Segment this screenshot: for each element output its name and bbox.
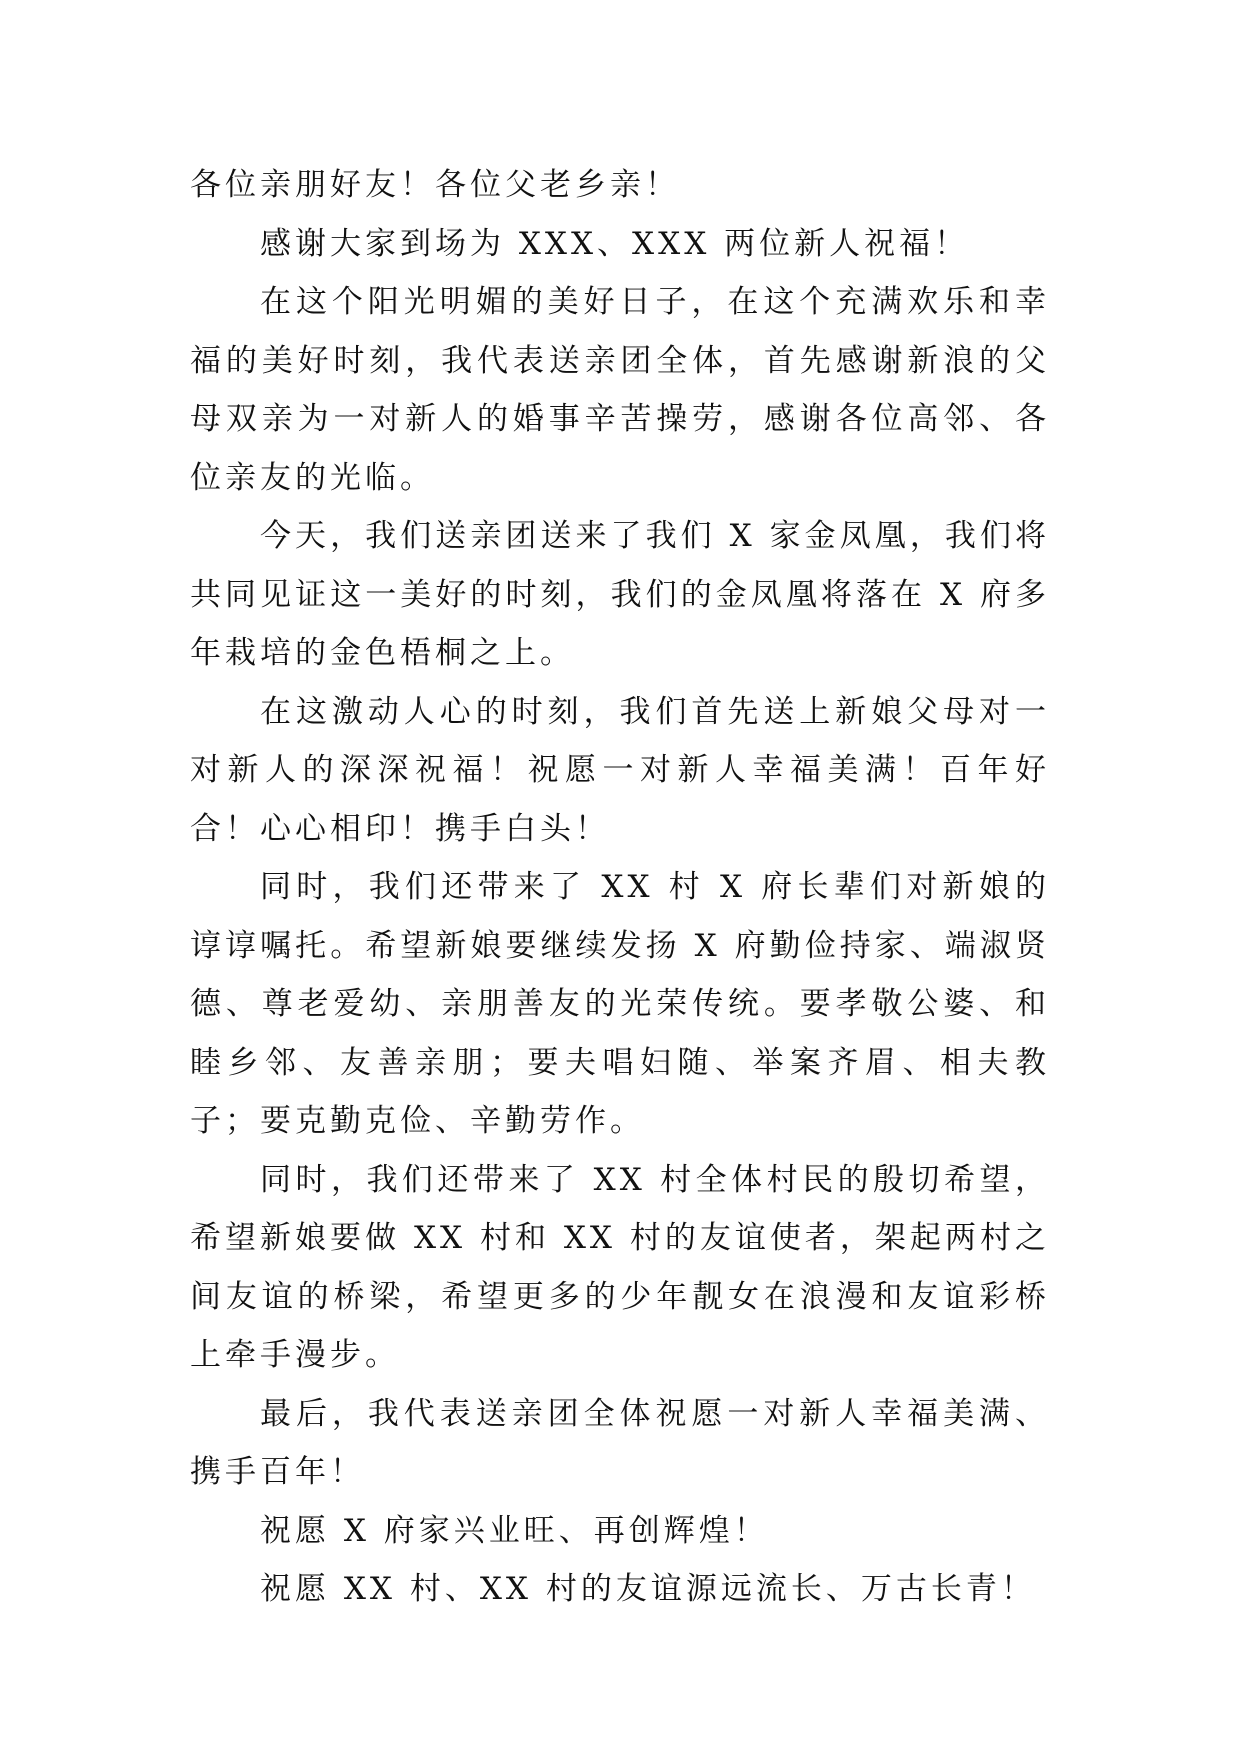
paragraph-elders-advice: 同时，我们还带来了 XX 村 X 府长辈们对新娘的谆谆嘱托。希望新娘要继续发扬 X 府勤俭持家、端淑贤德、尊老爱幼、亲朋善友的光荣传统。要孝敬公婆、和睦乡邻、友善亲朋；要夫唱妇随、举案齐眉、相夫教子；要克勤克俭、辛勤劳作。 xyxy=(190,869,1050,1139)
paragraph-parents-blessing: 在这激动人心的时刻，我们首先送上新娘父母对一对新人的深深祝福！祝愿一对新人幸福美满！百年好合！心心相印！携手白头！ xyxy=(190,693,1050,847)
paragraph-village-hopes: 同时，我们还带来了 XX 村全体村民的殷切希望，希望新娘要做 XX 村和 XX 村的友谊使者，架起两村之间友谊的桥梁，希望更多的少年靓女在浪漫和友谊彩桥上牵手漫步。 xyxy=(190,1161,1050,1373)
paragraph-greeting: 各位亲朋好友！各位父老乡亲！ xyxy=(190,167,680,203)
paragraph-village-friendship: 祝愿 XX 村、XX 村的友谊源远流长、万古长青！ xyxy=(260,1571,1036,1607)
paragraph-family-prosper: 祝愿 X 府家兴业旺、再创辉煌！ xyxy=(260,1512,769,1549)
paragraph-golden-phoenix: 今天，我们送亲团送来了我们 X 家金凤凰，我们将共同见证这一美好的时刻，我们的金凤凰将落在 X 府多年栽培的金色梧桐之上。 xyxy=(190,518,1050,671)
paragraph-thanks: 感谢大家到场为 XXX、XXX 两位新人祝福！ xyxy=(260,225,970,262)
document-body xyxy=(190,156,1050,1619)
paragraph-sunny-day: 在这个阳光明媚的美好日子，在这个充满欢乐和幸福的美好时刻，我代表送亲团全体，首先感谢新浪的父母双亲为一对新人的婚事辛苦操劳，感谢各位高邻、各位亲友的光临。 xyxy=(190,284,1050,496)
paragraph-final-wish: 最后，我代表送亲团全体祝愿一对新人幸福美满、携手百年！ xyxy=(190,1395,1050,1490)
